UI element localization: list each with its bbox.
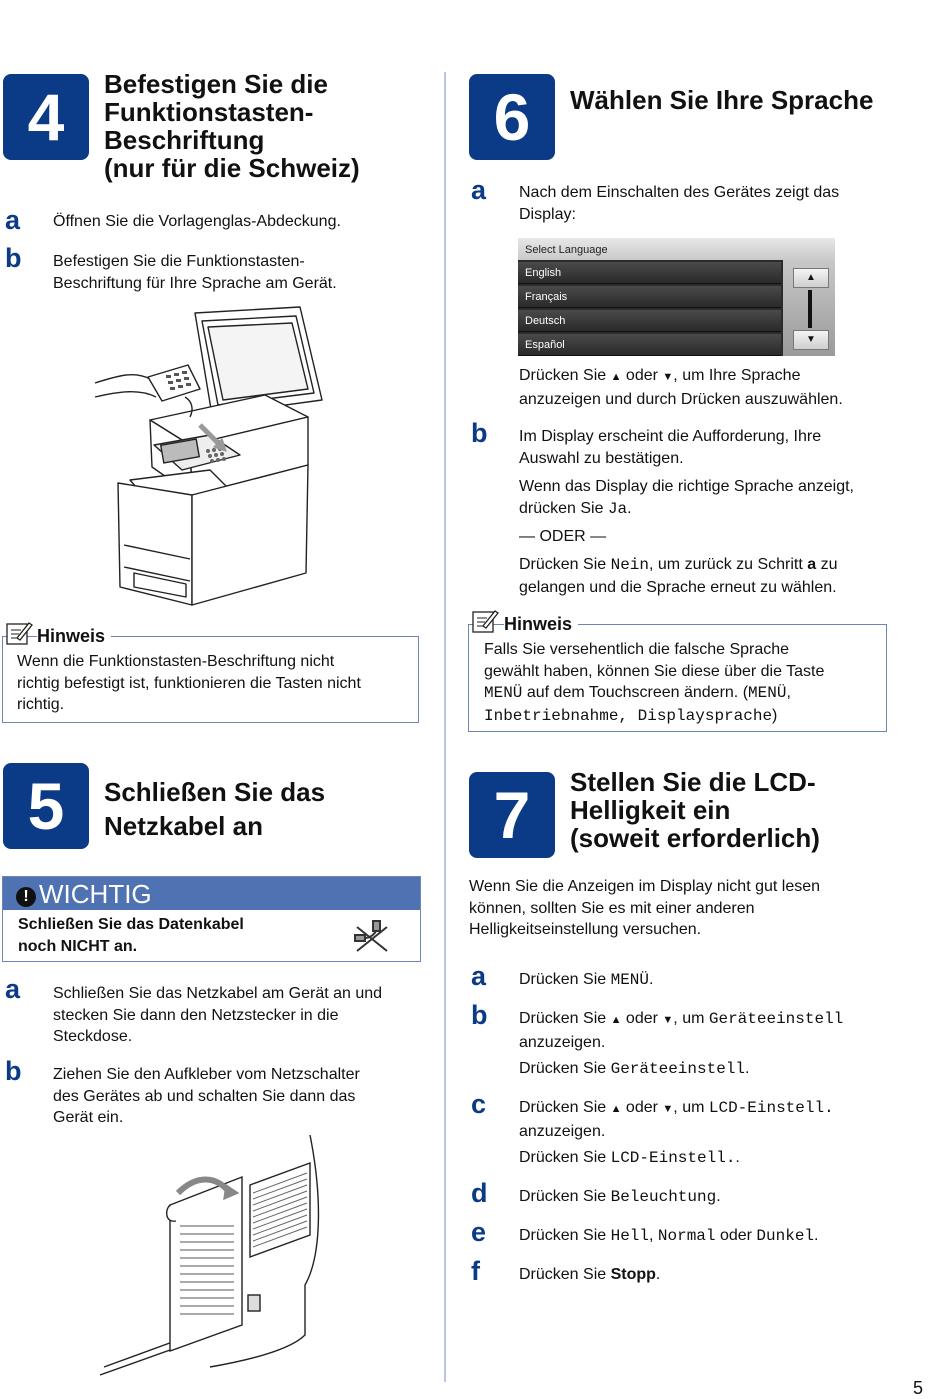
pencil-note-icon bbox=[471, 608, 499, 634]
step-6-title: Wählen Sie Ihre Sprache bbox=[570, 85, 874, 115]
step-7-letter-f: f bbox=[471, 1256, 480, 1286]
step-5-letter-b: b bbox=[5, 1056, 22, 1086]
step-7-letter-c: c bbox=[471, 1089, 487, 1119]
step-6-b2-text: Wenn das Display die richtige Sprache anzeigt, drücken Sie Ja. bbox=[519, 478, 854, 518]
step-6-a-text: Nach dem Einschalten des Gerätes zeigt das Display: bbox=[519, 184, 840, 223]
column-divider bbox=[444, 72, 446, 1382]
lcd-language-screen bbox=[518, 238, 835, 356]
up-triangle-icon: ▲ bbox=[610, 1014, 622, 1026]
step-5-b-text: Ziehen Sie den Aufkleber vom Netzschalter des Gerätes ab und schalten Sie dann das Gerät ein. bbox=[53, 1066, 360, 1126]
step-7-d-text: Drücken Sie Beleuchtung. bbox=[519, 1188, 721, 1206]
no-cable-icon bbox=[351, 917, 393, 957]
important-text: Schließen Sie das Datenkabel noch NICHT an. bbox=[18, 916, 244, 955]
step-5-number: 5 bbox=[3, 763, 89, 849]
step-4-letter-b: b bbox=[5, 243, 22, 273]
lcd-item-espanol[interactable]: Español bbox=[518, 334, 781, 356]
lcd-title: Select Language bbox=[518, 238, 835, 260]
step-6-note-text: Falls Sie versehentlich die falsche Sprache gewählt haben, können Sie diese über die Taste MENÜ auf dem Touchscreen ändern. (MENÜ, Inbetriebnahme, Displaysprache) bbox=[484, 641, 825, 725]
step-6-number: 6 bbox=[469, 74, 555, 160]
down-triangle-icon: ▼ bbox=[662, 1014, 674, 1026]
step-5-title: Schließen Sie das Netzkabel an bbox=[104, 777, 326, 841]
step-7-c-text: Drücken Sie ▲ oder ▼, um LCD-Einstell. anzuzeigen. bbox=[519, 1099, 834, 1140]
step-7-e-text: Drücken Sie Hell, Normal oder Dunkel. bbox=[519, 1227, 819, 1245]
step-7-number: 7 bbox=[469, 772, 555, 858]
lcd-item-francais[interactable]: Français bbox=[518, 286, 781, 308]
step-6-letter-b: b bbox=[471, 418, 488, 448]
step-6-b3-text: Drücken Sie Nein, um zurück zu Schritt a zu gelangen und die Sprache erneut zu wählen. bbox=[519, 556, 838, 596]
step-7-a-text: Drücken Sie MENÜ. bbox=[519, 971, 654, 989]
step-4-title: Befestigen Sie die Funktionstasten- Beschriftung (nur für die Schweiz) bbox=[104, 69, 360, 183]
step-4-letter-a: a bbox=[5, 205, 21, 235]
step-7-letter-d: d bbox=[471, 1178, 488, 1208]
lcd-up-arrow-icon[interactable]: ▲ bbox=[793, 268, 829, 288]
lcd-item-deutsch[interactable]: Deutsch bbox=[518, 310, 781, 332]
step-7-intro: Wenn Sie die Anzeigen im Display nicht gut lesen können, sollten Sie es mit einer anderen Helligkeitseinstellung versuchen. bbox=[469, 878, 821, 938]
down-triangle-icon: ▼ bbox=[662, 371, 674, 383]
lcd-item-english[interactable]: English bbox=[518, 262, 781, 284]
lcd-down-arrow-icon[interactable]: ▼ bbox=[793, 330, 829, 350]
step-7-letter-a: a bbox=[471, 961, 487, 991]
step-4-a-text: Öffnen Sie die Vorlagenglas-Abdeckung. bbox=[53, 213, 341, 230]
exclamation-icon: ! bbox=[16, 887, 36, 907]
step-5-letter-a: a bbox=[5, 974, 21, 1004]
lcd-scroll-panel bbox=[783, 260, 835, 356]
pencil-note-icon bbox=[5, 620, 33, 646]
step-6-oder: — ODER — bbox=[519, 528, 607, 545]
up-triangle-icon: ▲ bbox=[610, 371, 622, 383]
important-box bbox=[2, 876, 421, 962]
down-triangle-icon: ▼ bbox=[662, 1103, 674, 1115]
step-6-note-title: Hinweis bbox=[504, 614, 578, 635]
step-7-b2-text: Drücken Sie Geräteeinstell. bbox=[519, 1060, 750, 1078]
step-4-b-text: Befestigen Sie die Funktionstasten- Beschriftung für Ihre Sprache am Gerät. bbox=[53, 253, 337, 292]
lcd-scrollbar[interactable] bbox=[808, 290, 812, 328]
page-number: 5 bbox=[913, 1378, 924, 1398]
step-4-note-title: Hinweis bbox=[37, 626, 111, 647]
step-6-a2-text: Drücken Sie ▲ oder ▼, um Ihre Sprache anzuzeigen und durch Drücken auszuwählen. bbox=[519, 367, 843, 408]
step-4-number: 4 bbox=[3, 74, 89, 160]
important-header: ! WICHTIG bbox=[3, 877, 420, 910]
step-6-letter-a: a bbox=[471, 175, 487, 205]
step-7-letter-e: e bbox=[471, 1217, 487, 1247]
step-7-title: Stellen Sie die LCD- Helligkeit ein (soweit erforderlich) bbox=[570, 767, 820, 853]
step-7-c2-text: Drücken Sie LCD-Einstell.. bbox=[519, 1149, 740, 1167]
step-5-a-text: Schließen Sie das Netzkabel am Gerät an und stecken Sie dann den Netzstecker in die Steckdose. bbox=[53, 985, 383, 1045]
step-7-letter-b: b bbox=[471, 1000, 488, 1030]
step-4-note-text: Wenn die Funktionstasten-Beschriftung nicht richtig befestigt ist, funktionieren die Tasten nicht richtig. bbox=[17, 653, 361, 713]
step-7-b-text: Drücken Sie ▲ oder ▼, um Geräteeinstell anzuzeigen. bbox=[519, 1010, 844, 1051]
step-7-f-text: Drücken Sie Stopp. bbox=[519, 1266, 661, 1283]
power-switch-sticker-illustration bbox=[100, 1135, 330, 1380]
step-6-b-text: Im Display erscheint die Aufforderung, Ihre Auswahl zu bestätigen. bbox=[519, 428, 822, 467]
up-triangle-icon: ▲ bbox=[610, 1103, 622, 1115]
printer-illustration bbox=[90, 305, 340, 610]
